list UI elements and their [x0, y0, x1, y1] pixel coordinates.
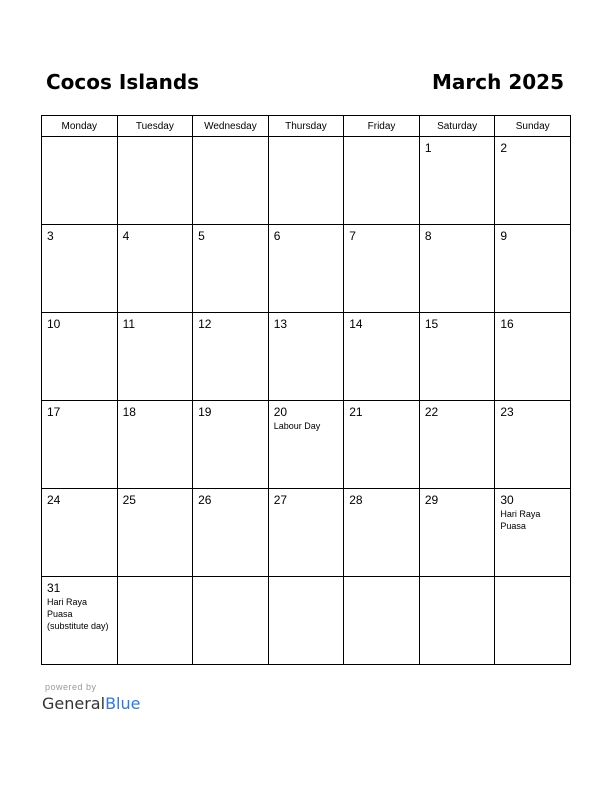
day-number: 22 [424, 405, 439, 419]
day-number: 15 [424, 317, 439, 331]
day-cell [117, 225, 193, 313]
day-number: 27 [273, 493, 288, 507]
day-cell [42, 313, 118, 401]
day-cell [495, 401, 571, 489]
day-cell [117, 313, 193, 401]
day-cell [268, 137, 344, 225]
day-cell [344, 401, 420, 489]
weekday-thursday: Thursday [268, 116, 344, 137]
day-number: 19 [198, 405, 212, 419]
month-title: March 2025 [432, 70, 564, 94]
day-cell [193, 401, 269, 489]
day-cell [268, 225, 344, 313]
day-number: 3 [47, 229, 54, 243]
day-cell [42, 225, 118, 313]
region-title: Cocos Islands [46, 70, 200, 94]
day-cell [419, 577, 495, 665]
holiday-label: Hari Raya Puasa [500, 509, 541, 531]
day-number: 7 [349, 229, 356, 243]
day-number: 4 [122, 229, 130, 243]
weekday-sunday: Sunday [495, 116, 571, 137]
day-number: 29 [424, 493, 439, 507]
day-cell [344, 313, 420, 401]
brand-logo[interactable] [42, 694, 140, 713]
day-cell [193, 137, 269, 225]
day-number: 6 [273, 229, 281, 243]
brand-general: General [42, 694, 106, 713]
day-cell [193, 313, 269, 401]
day-number: 13 [273, 317, 288, 331]
day-number: 31 [47, 581, 61, 595]
day-number: 21 [349, 405, 363, 419]
day-number: 30 [500, 493, 514, 507]
day-number: 1 [424, 141, 432, 155]
day-number: 5 [198, 229, 205, 243]
day-cell [495, 225, 571, 313]
week-row [42, 137, 571, 225]
day-cell [42, 489, 118, 577]
day-cell [268, 489, 344, 577]
powered-by-label: powered by [45, 682, 97, 692]
day-cell [42, 401, 118, 489]
day-cell [419, 401, 495, 489]
day-number: 20 [273, 405, 288, 419]
day-number: 18 [122, 405, 136, 419]
day-cell [495, 137, 571, 225]
day-cell [495, 489, 571, 577]
day-number: 16 [500, 317, 514, 331]
day-cell [117, 489, 193, 577]
day-number: 14 [349, 317, 363, 331]
day-number: 10 [47, 317, 61, 331]
weekday-monday: Monday [42, 116, 118, 137]
day-cell [344, 577, 420, 665]
weekday-saturday: Saturday [419, 116, 495, 137]
day-cell [117, 137, 193, 225]
day-number: 26 [198, 493, 212, 507]
day-number: 23 [500, 405, 514, 419]
day-cell [344, 489, 420, 577]
day-cell [419, 313, 495, 401]
day-number: 25 [122, 493, 136, 507]
day-cell [495, 313, 571, 401]
weekday-header-row [42, 116, 571, 137]
day-cell [193, 225, 269, 313]
day-cell [268, 577, 344, 665]
holiday-label: Hari Raya Puasa (substitute day) [47, 597, 109, 631]
day-cell [495, 577, 571, 665]
day-cell [193, 577, 269, 665]
week-row [42, 577, 571, 665]
day-cell [419, 489, 495, 577]
day-number: 8 [424, 229, 432, 243]
day-cell [42, 577, 118, 665]
weekday-wednesday: Wednesday [193, 116, 269, 137]
calendar-grid [41, 115, 571, 665]
day-number: 12 [198, 317, 212, 331]
week-row [42, 313, 571, 401]
week-row [42, 489, 571, 577]
weekday-friday: Friday [344, 116, 420, 137]
day-cell [117, 577, 193, 665]
day-number: 28 [349, 493, 363, 507]
day-cell [268, 401, 344, 489]
day-cell [193, 489, 269, 577]
day-cell [344, 137, 420, 225]
day-cell [419, 225, 495, 313]
brand-blue: Blue [105, 694, 141, 713]
day-cell [117, 401, 193, 489]
week-row [42, 401, 571, 489]
day-number: 24 [47, 493, 61, 507]
day-number: 2 [500, 141, 508, 155]
day-number: 9 [500, 229, 508, 243]
day-cell [42, 137, 118, 225]
weekday-tuesday: Tuesday [117, 116, 193, 137]
week-row [42, 225, 571, 313]
day-cell [268, 313, 344, 401]
day-number: 17 [47, 405, 61, 419]
day-cell [344, 225, 420, 313]
holiday-label: Labour Day [273, 421, 321, 431]
day-cell [419, 137, 495, 225]
day-number: 11 [122, 317, 136, 331]
